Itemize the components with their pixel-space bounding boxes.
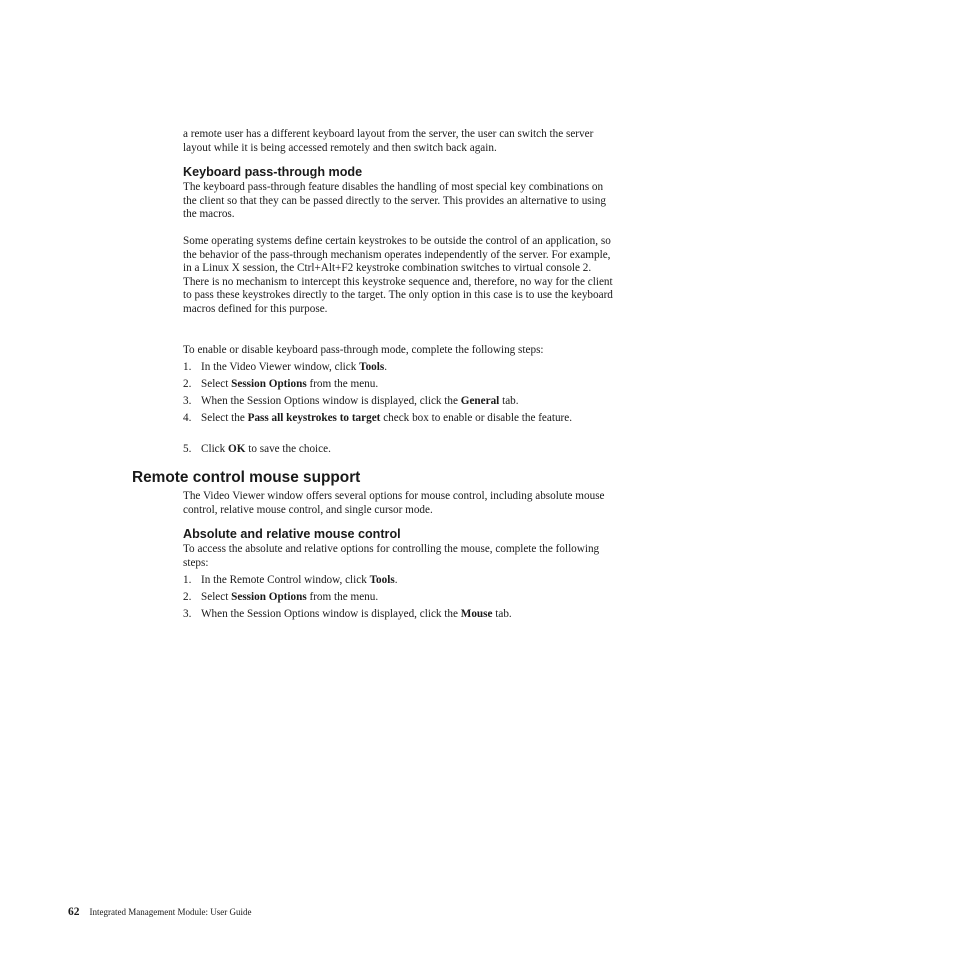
page-footer — [68, 902, 251, 920]
step-number: 3. — [183, 608, 192, 620]
mouse-step — [183, 608, 613, 622]
footer-doc-title: Integrated Management Module: User Guide — [89, 907, 252, 917]
step-number: 2. — [183, 591, 192, 603]
heading-absolute-relative-mouse: Absolute and relative mouse control — [183, 527, 401, 541]
keyboard-para-1: The keyboard pass-through feature disables the handling of most special key combinations on the client so that they can be passed directly to the server. This provides an alternative to using the macros. — [183, 181, 606, 221]
step-text: Select Session Options from the menu. — [201, 378, 379, 390]
mouse-step — [183, 591, 613, 605]
keyboard-para-2: Some operating systems define certain keystrokes to be outside the control of an application, so the behavior of the pass-through mechanism operates independently of the server. For example, in a Linux X session, the Ctrl+Alt+F2 keystroke combination switches to virtual console 2. There is no mechanism to intercept this keystroke sequence and, therefore, no way for the client to pass these keystrokes directly to the target. The only option in this case is to use the keyboard macros defined for this purpose. — [183, 235, 613, 315]
step-text: In the Remote Control window, click Tools. — [201, 574, 398, 586]
page-number: 62 — [68, 906, 80, 918]
heading-keyboard-pass-through: Keyboard pass-through mode — [183, 165, 363, 179]
step-text: When the Session Options window is displayed, click the General tab. — [201, 395, 519, 407]
heading-remote-mouse-support: Remote control mouse support — [132, 469, 361, 486]
step-text: When the Session Options window is displayed, click the Mouse tab. — [201, 608, 512, 620]
step-text: Select the Pass all keystrokes to target check box to enable or disable the feature. — [201, 412, 573, 424]
step-number: 4. — [183, 412, 192, 424]
keyboard-step — [183, 361, 613, 375]
mouse-para-1: The Video Viewer window offers several options for mouse control, including absolute mouse control, relative mouse control, and single cursor mode. — [183, 490, 605, 516]
keyboard-step — [183, 443, 613, 457]
keyboard-step — [183, 378, 613, 392]
keyboard-para-3: To enable or disable keyboard pass-through mode, complete the following steps: — [183, 344, 544, 356]
mouse-step — [183, 574, 613, 588]
keyboard-step — [183, 395, 613, 409]
step-text: Click OK to save the choice. — [201, 443, 331, 455]
step-number: 3. — [183, 395, 192, 407]
step-text: In the Video Viewer window, click Tools. — [201, 361, 388, 373]
step-number: 1. — [183, 361, 192, 373]
step-number: 2. — [183, 378, 192, 390]
step-number: 1. — [183, 574, 192, 586]
mouse-para-2: To access the absolute and relative options for controlling the mouse, complete the following steps: — [183, 543, 600, 569]
intro-paragraph: a remote user has a different keyboard layout from the server, the user can switch the server layout while it is being accessed remotely and then switch back again. — [183, 128, 594, 154]
step-number: 5. — [183, 443, 192, 455]
keyboard-step — [183, 412, 613, 426]
step-text: Select Session Options from the menu. — [201, 591, 379, 603]
